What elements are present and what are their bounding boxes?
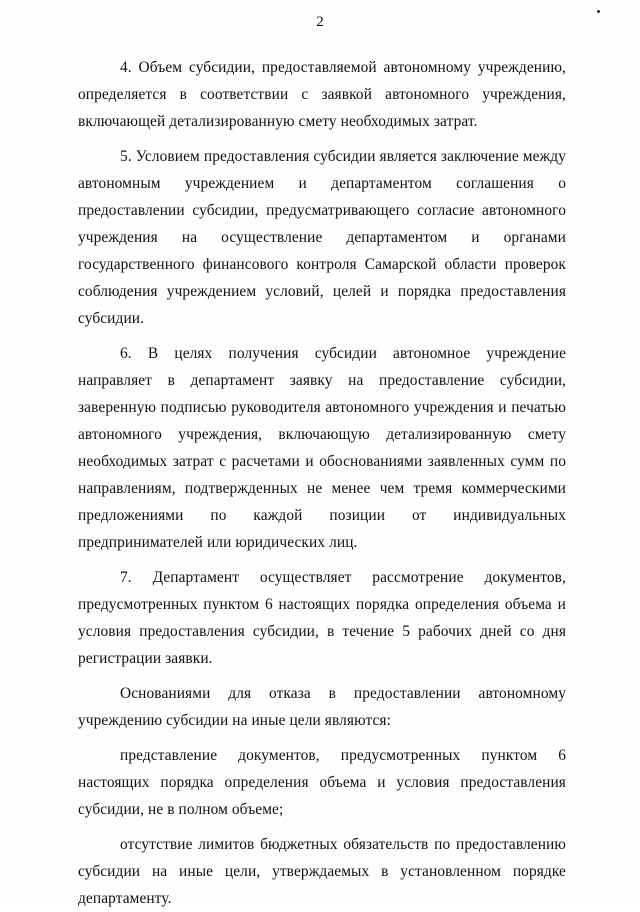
scan-speck [597,10,600,13]
paragraph-4: 4. Объем субсидии, предоставляемой автономному учреждению, определяется в соответствии с заявкой автономного учреждения, включающей детализированную смету необходимых затрат. [78,59,566,130]
paragraph-7: 7. Департамент осуществляет рассмотрение документов, предусмотренных пунктом 6 настоящих порядка определения объема и условия предоставления субсидии, в течение 5 рабочих дней со дня регистрации заявки. [78,569,566,667]
paragraph-refusal-grounds: Основаниями для отказа в предоставлении автономному учреждению субсидии на иные цели являются: [78,685,566,729]
paragraph-5: 5. Условием предоставления субсидии является заключение между автономным учреждением и департаментом соглашения о предоставлении субсидии, предусматривающего согласие автономного учреждения на осуществление департаментом и органами государственного финансового контроля Самарской области проверок соблюдения учреждением условий, целей и порядка предоставления субсидии. [78,148,566,327]
refusal-ground-no-budget-limits: отсутствие лимитов бюджетных обязательств по предоставлению субсидии на иные цели, утверждаемых в установленном порядке департаменту. [78,836,566,907]
page-number: 2 [316,14,324,30]
document-body [78,54,566,912]
paragraph-6: 6. В целях получения субсидии автономное учреждение направляет в департамент заявку на предоставление субсидии, заверенную подписью руководителя автономного учреждения и печатью автономного учреждения, включающую детализированную смету необходимых затрат с расчетами и обоснованиями заявленных сумм по направлениям, подтвержденных не менее чем тремя коммерческими предложениями по каждой позиции от индивидуальных предпринимателей или юридических лиц. [78,345,566,551]
refusal-ground-incomplete-documents: представление документов, предусмотренных пунктом 6 настоящих порядка определения объема и условия предоставления субсидии, не в полном объеме; [78,747,566,818]
